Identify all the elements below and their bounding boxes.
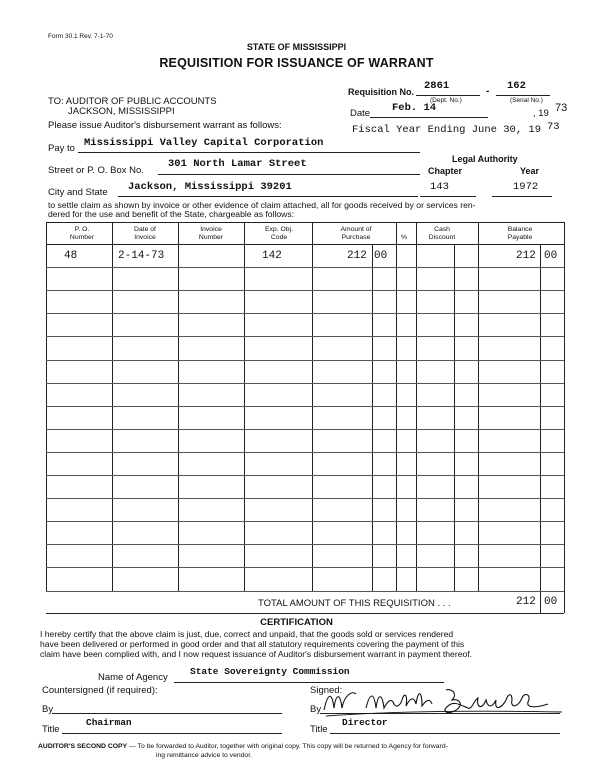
right-title-line	[330, 733, 560, 734]
agency-label: Name of Agency	[98, 672, 168, 683]
year-label: Year	[520, 166, 540, 176]
date-value: Feb. 14	[392, 102, 437, 114]
table-row-rule	[46, 498, 564, 499]
table-row-rule	[46, 360, 564, 361]
year-line	[492, 196, 552, 197]
city-state-label: City and State	[48, 187, 108, 198]
row-po: 48	[64, 250, 78, 262]
date-year-prefix: , 19	[533, 108, 549, 119]
to-line1: TO: AUDITOR OF PUBLIC ACCOUNTS	[48, 96, 217, 107]
right-by-label: By	[310, 704, 322, 715]
chapter-line	[420, 196, 476, 197]
requisition-serial-line	[496, 95, 550, 96]
signed-label: Signed:	[310, 685, 343, 696]
table-row-rule	[46, 313, 564, 314]
requisition-label: Requisition No.	[348, 87, 414, 97]
header-cash-discount: Cash Discount	[428, 226, 456, 241]
header-pct: %	[400, 234, 408, 241]
left-by-line	[52, 713, 282, 714]
pay-to-value: Mississippi Valley Capital Corporation	[84, 137, 324, 149]
table-row-rule	[46, 591, 564, 592]
row-code: 142	[262, 250, 282, 262]
table-row-rule	[46, 290, 564, 291]
table-row-rule	[46, 383, 564, 384]
table-row-rule	[46, 544, 564, 545]
chapter-label: Chapter	[428, 166, 463, 176]
fiscal-year-suffix: 73	[547, 121, 560, 133]
form-title: REQUISITION FOR ISSUANCE OF WARRANT	[159, 56, 434, 70]
requisition-dept-no: 2861	[424, 80, 450, 92]
agency-line	[174, 682, 444, 683]
table-row-rule	[46, 475, 564, 476]
footer-text: — To be forwarded to Auditor, together with original copy. This copy will be returned to Agency for forward-	[127, 743, 448, 750]
requisition-separator: -	[486, 86, 490, 97]
left-by-label: By	[42, 704, 54, 715]
certification-line2: have been delivered or performed in good order and that all statutory requirements covering the payment of this	[40, 639, 465, 649]
street-label: Street or P. O. Box No.	[48, 165, 144, 176]
header-exp-code: Exp. Obj. Code	[265, 226, 293, 241]
agency-value: State Sovereignty Commission	[190, 666, 350, 677]
footer-bold: AUDITOR'S SECOND COPY	[38, 743, 128, 750]
date-label: Date	[350, 108, 371, 119]
total-label: TOTAL AMOUNT OF THIS REQUISITION . . .	[258, 598, 451, 609]
table-row-rule	[46, 336, 564, 337]
header-date-invoice: Date of Invoice	[134, 226, 156, 241]
to-line2: JACKSON, MISSISSIPPI	[68, 106, 175, 117]
right-title-value: Director	[342, 717, 388, 728]
chapter-value: 143	[430, 181, 449, 193]
table-row-rule	[46, 452, 564, 453]
date-line	[370, 117, 488, 118]
street-value: 301 North Lamar Street	[168, 158, 307, 170]
serial-no-caption: (Serial No.)	[510, 97, 543, 104]
director-signature	[322, 686, 568, 720]
countersigned-label: Countersigned (if required):	[42, 685, 158, 696]
pay-to-label: Pay to	[48, 143, 75, 154]
settle-text-line2: dered for the use and benefit of the State, chargeable as follows:	[48, 209, 295, 219]
street-line	[158, 174, 420, 175]
row-amount-cents: 00	[374, 250, 388, 262]
table-column-rule	[372, 244, 373, 591]
total-dollars: 212	[516, 596, 536, 608]
pay-to-line	[78, 152, 420, 153]
left-title-label: Title	[42, 724, 60, 735]
table-row-rule	[46, 429, 564, 430]
header-po: P. O. Number	[69, 226, 95, 241]
table-top-line	[46, 222, 564, 223]
settle-text-line1: to settle claim as shown by invoice or other evidence of claim attached, all for goods received by or services ren-	[48, 200, 476, 210]
table-row-rule	[46, 567, 564, 568]
certification-line3: claim have been complied with, and I now request issuance of Auditor's disbursement warrant in payment thereof.	[40, 649, 473, 659]
table-row-rule	[46, 521, 564, 522]
requisition-serial-no: 162	[507, 80, 526, 92]
footer-line1	[38, 743, 448, 750]
table-bottom-line	[46, 613, 564, 614]
header-invoice-number: Invoice Number	[198, 226, 224, 241]
total-cents: 00	[544, 596, 558, 608]
form-number: Form 30.1 Rev. 7-1-70	[48, 33, 113, 40]
dept-no-caption: (Dept. No.)	[430, 97, 462, 104]
fiscal-year-text: Fiscal Year Ending June 30, 19	[352, 124, 542, 136]
left-title-line	[62, 733, 282, 734]
table-row-rule	[46, 267, 564, 268]
city-state-line	[118, 196, 418, 197]
city-state-value: Jackson, Mississippi 39201	[128, 181, 292, 193]
footer-line2: ing remittance advice to vendor.	[156, 752, 252, 759]
signature-scribble	[322, 686, 568, 720]
certification-title: CERTIFICATION	[260, 617, 333, 628]
year-value: 1972	[513, 181, 539, 193]
legal-authority-title: Legal Authority	[452, 154, 518, 164]
right-title-label: Title	[310, 724, 328, 735]
table-column-rule	[564, 222, 565, 613]
row-amount-dollars: 212	[347, 250, 367, 262]
table-column-rule	[454, 244, 455, 591]
certification-line1: I hereby certify that the above claim is just, due, correct and unpaid, that the goods sold or services rendered	[40, 629, 454, 639]
table-header-line	[46, 244, 564, 245]
requisition-dept-line	[416, 95, 480, 96]
issue-instruction: Please issue Auditor's disbursement warrant as follows:	[48, 120, 282, 131]
header-balance: Balance Payable	[507, 226, 533, 241]
date-year-suffix: 73	[555, 102, 568, 114]
row-balance-cents: 00	[544, 250, 558, 262]
table-row-rule	[46, 406, 564, 407]
row-date: 2-14-73	[118, 250, 165, 262]
header-amount: Amount of Purchase	[340, 226, 372, 241]
row-balance-dollars: 212	[516, 250, 536, 262]
state-title: STATE OF MISSISSIPPI	[246, 42, 347, 52]
left-title-value: Chairman	[86, 717, 132, 728]
